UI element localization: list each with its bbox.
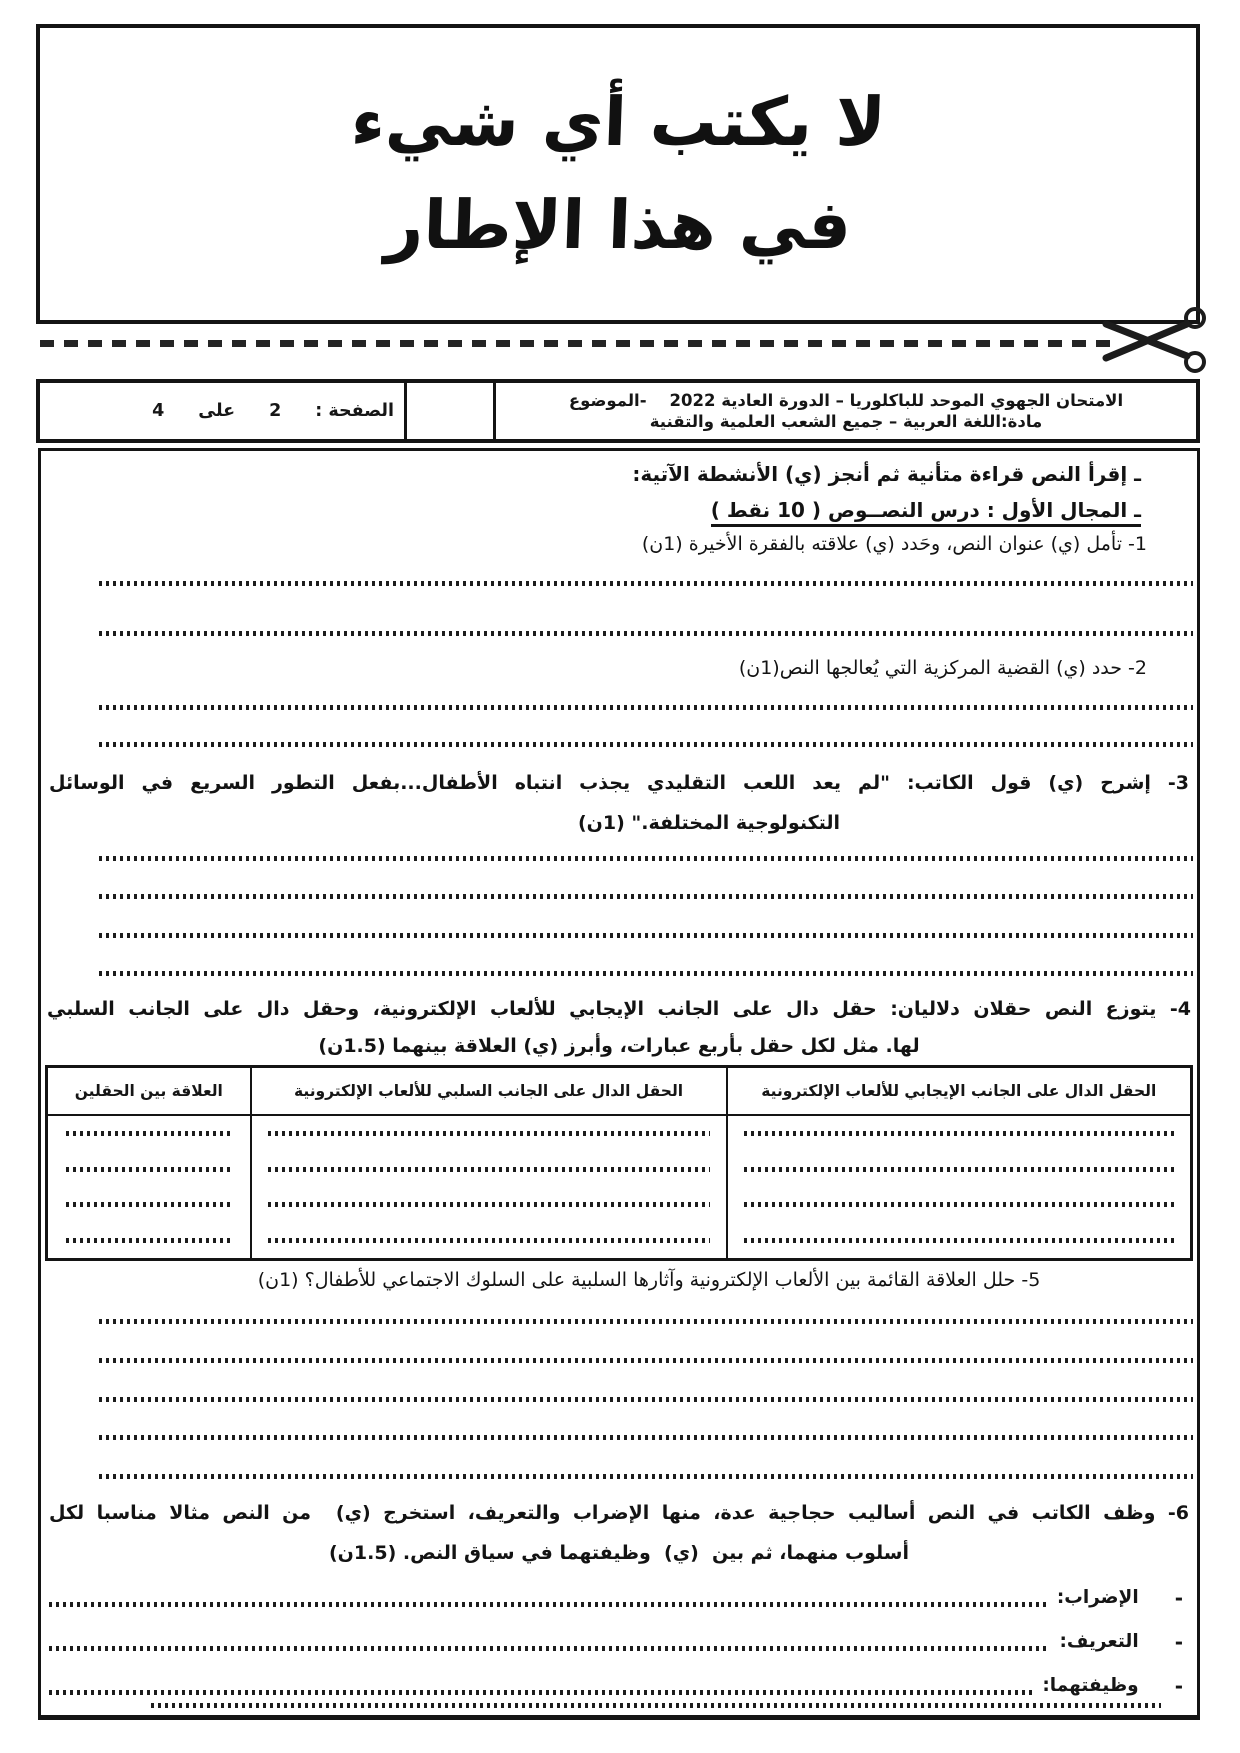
bullet-dash: - bbox=[1174, 1586, 1183, 1610]
question-4-line-2: لها. مثل لكل حقل بأربع عبارات، وأبرز (ي) العلاقة بينهما (1.5ن) bbox=[318, 1035, 920, 1057]
answer-line bbox=[66, 1202, 232, 1207]
section-title: ـ المجال الأول : درس النصــوص ( 10 نقط ) bbox=[41, 493, 1197, 527]
answer-line bbox=[151, 1703, 1161, 1708]
table-row bbox=[48, 1223, 1190, 1259]
read-instruction: ـ إقرأ النص قراءة متأنية ثم أنجز (ي) الأنشطة الآتية: bbox=[632, 462, 1141, 486]
col-header-positive-field: الحقل الدال على الجانب الإيجابي للألعاب الإلكترونية bbox=[761, 1082, 1157, 1100]
answer-line bbox=[49, 1690, 1032, 1695]
semantic-fields-table bbox=[45, 1065, 1193, 1261]
question-3 bbox=[41, 763, 1197, 843]
question-6 bbox=[41, 1493, 1197, 1573]
scissors-icon bbox=[1096, 302, 1208, 380]
answer-line bbox=[49, 1602, 1047, 1607]
question-3-line-2: التكنولوجية المختلفة." (1ن) bbox=[577, 812, 841, 834]
answer-line bbox=[99, 1435, 1193, 1440]
answer-line bbox=[744, 1167, 1175, 1172]
answer-line bbox=[99, 933, 1193, 938]
answer-line bbox=[99, 742, 1193, 747]
answer-line bbox=[268, 1202, 710, 1207]
bullet-label-taarif: التعريف: bbox=[1059, 1631, 1139, 1652]
do-not-write-frame bbox=[36, 24, 1200, 324]
exam-subject-line: مادة:اللغة العربية – جميع الشعب العلمية والتقنية bbox=[649, 412, 1043, 431]
question-4-line-1: 4- يتوزع النص حقلان دلاليان: حقل دال على الجانب الإيجابي للألعاب الإلكترونية، وحقل دال على الجانب السلبي bbox=[47, 998, 1191, 1020]
header-empty-cell bbox=[404, 383, 493, 439]
answer-line bbox=[66, 1238, 232, 1243]
col-header-relation: العلاقة بين الحقلين bbox=[74, 1082, 223, 1100]
exam-info-cell bbox=[493, 383, 1196, 439]
do-not-write-line-1: لا يكتب أي شيء bbox=[349, 83, 887, 161]
bullet-wadifatuhuma bbox=[49, 1667, 1183, 1701]
question-2: 2- حدد (ي) القضية المركزية التي يُعالجها النص(1ن) bbox=[738, 657, 1147, 679]
answer-line bbox=[99, 894, 1193, 899]
col-header-negative-field: الحقل الدال على الجانب السلبي للألعاب الإلكترونية bbox=[293, 1082, 684, 1100]
bullet-dash: - bbox=[1174, 1630, 1183, 1654]
answer-line bbox=[99, 705, 1193, 710]
answer-line bbox=[268, 1167, 710, 1172]
answer-line bbox=[99, 971, 1193, 976]
answer-line bbox=[66, 1131, 232, 1136]
question-6-line-2: أسلوب منهما، ثم بين (ي) وظيفتهما في سياق النص. (1.5ن) bbox=[328, 1542, 909, 1564]
bullet-dash: - bbox=[1174, 1674, 1183, 1698]
do-not-write-line-2: في هذا الإطار bbox=[383, 186, 853, 264]
bullet-label-wadifatuhuma: وظيفتهما: bbox=[1042, 1675, 1139, 1696]
page-current: 2 bbox=[269, 401, 282, 421]
page-total: 4 bbox=[152, 401, 165, 421]
bullet-label-idrab: الإضراب: bbox=[1056, 1587, 1139, 1608]
question-6-line-1: 6- وظف الكاتب في النص أساليب حجاجية عدة، منها الإضراب والتعريف، استخرج (ي) من النص مثالا مناسبا لكل bbox=[49, 1502, 1189, 1524]
answer-line bbox=[268, 1238, 710, 1243]
answer-line bbox=[744, 1131, 1175, 1136]
page-separator: على bbox=[198, 401, 236, 421]
answer-line bbox=[99, 631, 1193, 636]
answer-line bbox=[49, 1646, 1050, 1651]
answer-line bbox=[268, 1131, 710, 1136]
answer-line bbox=[99, 1397, 1193, 1402]
question-3-line-1: 3- إشرح (ي) قول الكاتب: "لم يعد اللعب التقليدي يجذب انتباه الأطفال...بفعل التطور السريع في الوسائل bbox=[49, 772, 1189, 794]
answer-line bbox=[744, 1238, 1175, 1243]
page-number-cell bbox=[40, 383, 404, 439]
answer-line bbox=[99, 1319, 1193, 1324]
bullet-taarif bbox=[49, 1623, 1183, 1657]
question-4 bbox=[41, 991, 1197, 1065]
cut-dashed-line bbox=[40, 340, 1112, 347]
answer-line bbox=[99, 1358, 1193, 1363]
answer-line bbox=[66, 1167, 232, 1172]
page-label: الصفحة : bbox=[315, 401, 394, 421]
question-5: 5- حلل العلاقة القائمة بين الألعاب الإلكترونية وآثارها السلبية على السلوك الاجتماعي للأطفال؟ (1ن) bbox=[257, 1269, 1041, 1291]
main-content-box bbox=[38, 448, 1200, 1720]
table-row bbox=[48, 1152, 1190, 1188]
answer-line bbox=[99, 581, 1193, 586]
fields-table-header-row bbox=[48, 1068, 1190, 1116]
exam-header-table bbox=[36, 379, 1200, 443]
question-1: 1- تأمل (ي) عنوان النص، وحَدد (ي) علاقته بالفقرة الأخيرة (1ن) bbox=[641, 533, 1147, 555]
answer-line bbox=[99, 856, 1193, 861]
answer-line bbox=[99, 1474, 1193, 1479]
answer-line bbox=[744, 1202, 1175, 1207]
table-row bbox=[48, 1187, 1190, 1223]
bullet-idrab bbox=[49, 1579, 1183, 1613]
exam-title-line: الامتحان الجهوي الموحد للباكلوريا – الدورة العادية 2022 -الموضوع bbox=[568, 391, 1124, 410]
table-row bbox=[48, 1116, 1190, 1152]
